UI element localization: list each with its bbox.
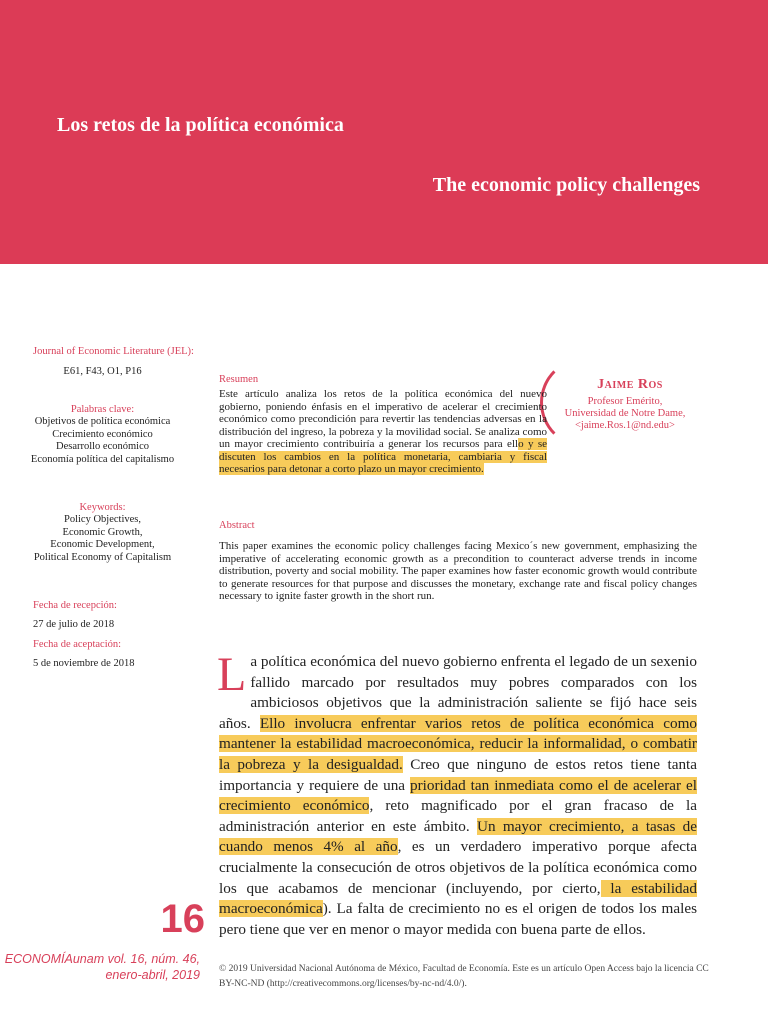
body-text: a política económica del nuevo gobierno enfrenta el legado de un sexenio fallido marcado por resultados muy pobres comparados con los ambiciosos objetivos que la administración saliente se fijó hace seis años.	[219, 653, 697, 732]
palabra-item: Economía política del capitalismo	[30, 453, 175, 465]
palabra-item: Objetivos de política económica	[34, 416, 171, 428]
keyword-item: Political Economy of Capitalism	[33, 551, 172, 563]
body-highlight: Un mayor crecimiento, a tasas de cuando menos 4% al año	[219, 817, 697, 856]
author-university: Universidad de Notre Dame,	[564, 408, 686, 419]
abstract-text: This paper examines the economic policy challenges facing Mexico´s new government, emphasizing the imperative of accelerating economic growth as a precondition to counteract adverse trends in income distribution, poverty and social mobility. The paper examines how faster economic growth would contribute to generate resources for that purpose and discusses the monetary, exchange rate and fiscal policy changes necessary to ignite faster growth in the short run.	[219, 540, 697, 602]
title-banner	[0, 0, 768, 264]
dates-block	[33, 600, 238, 671]
article-body	[217, 648, 697, 940]
resumen-label: Resumen	[219, 374, 259, 385]
resumen-text	[219, 388, 697, 476]
recepcion-label: Fecha de recepción:	[33, 600, 117, 611]
author-name: Jaime Ros	[597, 377, 663, 392]
title-spanish: Los retos de la política económica	[57, 114, 344, 136]
author-wrap-space	[547, 388, 697, 452]
drop-cap: L	[217, 648, 247, 701]
palabra-item: Crecimiento económico	[52, 428, 153, 440]
aceptacion-date: 5 de noviembre de 2018	[33, 658, 135, 670]
author-title: Profesor Emérito,	[587, 396, 663, 407]
body-text: Creo que ninguno de estos retos tiene tanta importancia y requiere de una	[219, 755, 697, 794]
abstract-label: Abstract	[219, 520, 255, 531]
keywords-block	[0, 502, 205, 564]
author-email[interactable]: <jaime.Ros.1@nd.edu>	[575, 420, 675, 431]
keyword-item: Economic Development,	[50, 539, 155, 551]
jel-codes: E61, F43, O1, P16	[63, 366, 142, 377]
journal-citation	[0, 951, 200, 983]
journal-line: ECONOMÍAunam vol. 16, núm. 46,	[4, 952, 200, 966]
palabras-clave-label: Palabras clave:	[70, 404, 135, 415]
palabra-item: Desarrollo económico	[55, 441, 149, 453]
body-text: ). La falta de crecimiento no es el origen de todos los males pero tiene que ver en menor o mayor medida con buena parte de ellos.	[219, 900, 697, 938]
resumen-body: Este artículo analiza los retos de la política económica del nuevo gobierno, poniendo énfasis en el imperativo de acelerar el crecimiento económico como precondición para revertir las tendencias adversas en la distribución del ingreso, la pobreza y la movilidad social. Se analiza como un mayor crecimiento contribuiría a generar los recursos para ell	[219, 388, 547, 450]
body-highlight: prioridad tan inmediata como el de acelerar el crecimiento económico	[219, 776, 697, 815]
copyright-notice: © 2019 Universidad Nacional Autónoma de México, Facultad de Economía. Este es un artículo Open Access bajo la licencia CC BY-NC-ND (http://creativecommons.org/licenses/by-nc-nd/4.0/).	[219, 964, 709, 989]
resumen-highlight: o y se discuten los cambios en la política monetaria, cambiaria y fiscal necesarios para detonar a corto plazo un mayor crecimiento.	[219, 438, 547, 475]
jel-block	[33, 346, 213, 358]
title-english: The economic policy challenges	[432, 174, 700, 196]
body-text: , reto magnificado por el gran fracaso de la administración anterior en este ámbito.	[219, 797, 697, 835]
keyword-item: Policy Objectives,	[64, 514, 141, 526]
body-highlight: Ello involucra enfrentar varios retos de política económica como mantener la estabilidad macroeconómica, reducir la informalidad, o combatir la pobreza y la desigualdad.	[219, 714, 697, 773]
recepcion-date: 27 de julio de 2018	[33, 619, 115, 631]
page-number: 16	[160, 897, 205, 941]
aceptacion-label: Fecha de aceptación:	[33, 638, 122, 650]
body-text: , es un verdadero imperativo porque afecta crucialmente la consecución de otros objetivos de la política económica como los que acabamos de mencionar (incluyendo, por cierto,	[219, 838, 697, 897]
jel-label: Journal of Economic Literature (JEL):	[33, 346, 194, 357]
body-highlight: la estabilidad macroeconómica	[219, 879, 697, 918]
keyword-item: Economic Growth,	[62, 526, 143, 538]
keywords-label: Keywords:	[79, 502, 126, 513]
palabras-clave-block	[0, 404, 205, 466]
journal-line: enero-abril, 2019	[105, 968, 200, 982]
